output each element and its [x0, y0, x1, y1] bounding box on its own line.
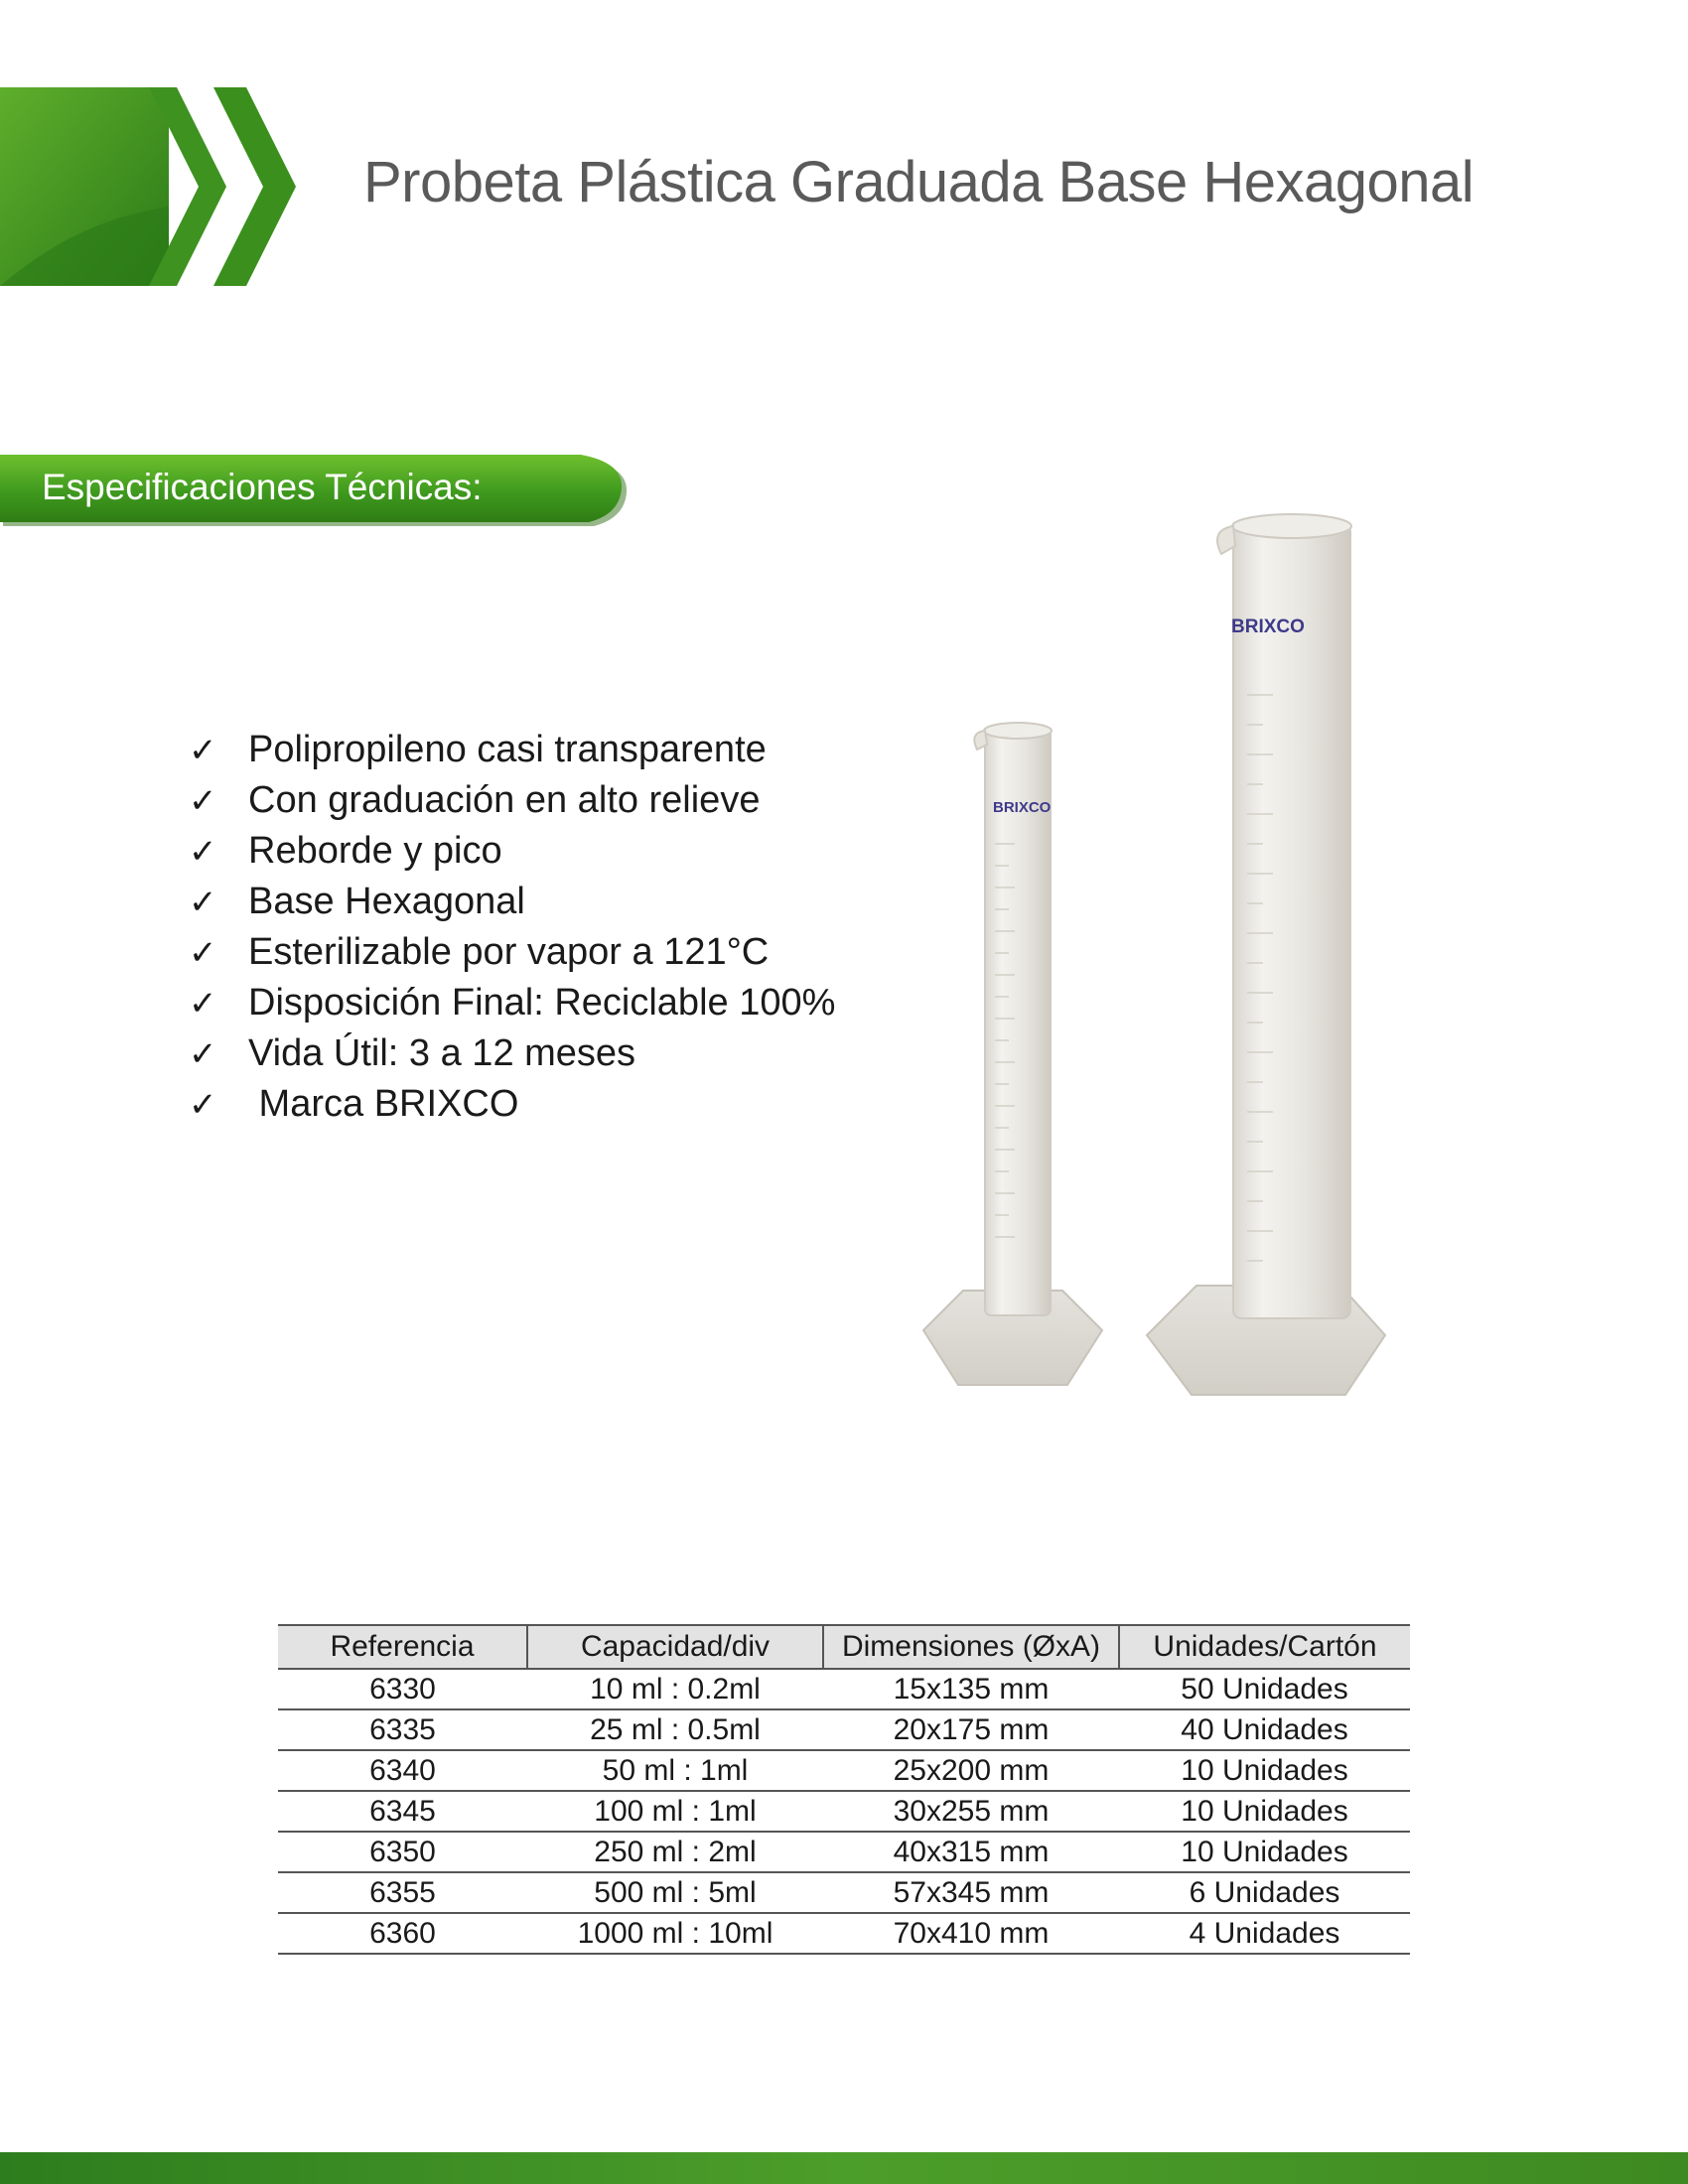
feature-item — [189, 1028, 835, 1079]
feature-text: Con graduación en alto relieve — [248, 779, 761, 821]
cell-capacidad: 250 ml : 2ml — [527, 1832, 823, 1872]
cell-dimensiones: 15x135 mm — [823, 1669, 1119, 1709]
feature-text: Vida Útil: 3 a 12 meses — [248, 1032, 636, 1074]
large-brand-label: BRIXCO — [1231, 616, 1305, 637]
check-icon: ✓ — [189, 731, 217, 769]
feature-item — [189, 1079, 835, 1130]
footer-bar — [0, 2152, 1688, 2184]
table-row — [278, 1709, 1410, 1750]
table-row — [278, 1791, 1410, 1832]
cell-capacidad: 500 ml : 5ml — [527, 1872, 823, 1913]
page-title: Probeta Plástica Graduada Base Hexagonal — [363, 150, 1475, 214]
feature-item — [189, 725, 835, 775]
check-icon: ✓ — [189, 883, 217, 921]
cell-capacidad: 50 ml : 1ml — [527, 1750, 823, 1791]
table-row — [278, 1669, 1410, 1709]
cell-referencia: 6340 — [278, 1750, 527, 1791]
check-icon: ✓ — [189, 933, 217, 972]
feature-text: Base Hexagonal — [248, 881, 525, 922]
cell-dimensiones: 57x345 mm — [823, 1872, 1119, 1913]
cell-referencia: 6330 — [278, 1669, 527, 1709]
header-dimensiones: Dimensiones (ØxA) — [823, 1625, 1119, 1669]
feature-item — [189, 927, 835, 978]
cell-unidades: 6 Unidades — [1119, 1872, 1410, 1913]
cell-unidades: 10 Unidades — [1119, 1832, 1410, 1872]
spec-heading: Especificaciones Técnicas: — [42, 467, 483, 507]
feature-text: Marca BRIXCO — [248, 1083, 519, 1125]
cell-dimensiones: 20x175 mm — [823, 1709, 1119, 1750]
cell-referencia: 6350 — [278, 1832, 527, 1872]
check-icon: ✓ — [189, 984, 217, 1023]
cell-capacidad: 100 ml : 1ml — [527, 1791, 823, 1832]
small-brand-label: BRIXCO — [993, 799, 1052, 816]
table-row — [278, 1750, 1410, 1791]
product-photo — [904, 496, 1430, 1430]
feature-item — [189, 877, 835, 927]
cell-referencia: 6360 — [278, 1913, 527, 1954]
check-icon: ✓ — [189, 781, 217, 820]
check-icon: ✓ — [189, 1034, 217, 1073]
cell-unidades: 10 Unidades — [1119, 1750, 1410, 1791]
feature-item — [189, 978, 835, 1028]
table-row — [278, 1872, 1410, 1913]
cell-referencia: 6345 — [278, 1791, 527, 1832]
cell-dimensiones: 40x315 mm — [823, 1832, 1119, 1872]
header-capacidad: Capacidad/div — [527, 1625, 823, 1669]
header-unidades: Unidades/Cartón — [1119, 1625, 1410, 1669]
cell-capacidad: 1000 ml : 10ml — [527, 1913, 823, 1954]
cell-referencia: 6335 — [278, 1709, 527, 1750]
table-row — [278, 1832, 1410, 1872]
cell-unidades: 4 Unidades — [1119, 1913, 1410, 1954]
cell-dimensiones: 30x255 mm — [823, 1791, 1119, 1832]
table-row — [278, 1913, 1410, 1954]
cell-unidades: 40 Unidades — [1119, 1709, 1410, 1750]
cell-unidades: 50 Unidades — [1119, 1669, 1410, 1709]
feature-text: Polipropileno casi transparente — [248, 729, 767, 770]
large-cylinder — [1147, 514, 1385, 1395]
feature-text: Disposición Final: Reciclable 100% — [248, 982, 836, 1024]
cell-unidades: 10 Unidades — [1119, 1791, 1410, 1832]
spec-table — [278, 1624, 1410, 1955]
feature-text: Esterilizable por vapor a 121°C — [248, 931, 770, 973]
cell-capacidad: 10 ml : 0.2ml — [527, 1669, 823, 1709]
feature-list — [189, 725, 835, 1130]
cell-dimensiones: 25x200 mm — [823, 1750, 1119, 1791]
feature-item — [189, 826, 835, 877]
cell-referencia: 6355 — [278, 1872, 527, 1913]
table-header-row — [278, 1625, 1410, 1669]
check-icon: ✓ — [189, 1085, 217, 1124]
check-icon: ✓ — [189, 832, 217, 871]
header-referencia: Referencia — [278, 1625, 527, 1669]
small-cylinder — [923, 723, 1102, 1385]
feature-item — [189, 775, 835, 826]
cell-dimensiones: 70x410 mm — [823, 1913, 1119, 1954]
cell-capacidad: 25 ml : 0.5ml — [527, 1709, 823, 1750]
feature-text: Reborde y pico — [248, 830, 502, 872]
header-chevron-logo — [0, 87, 298, 286]
